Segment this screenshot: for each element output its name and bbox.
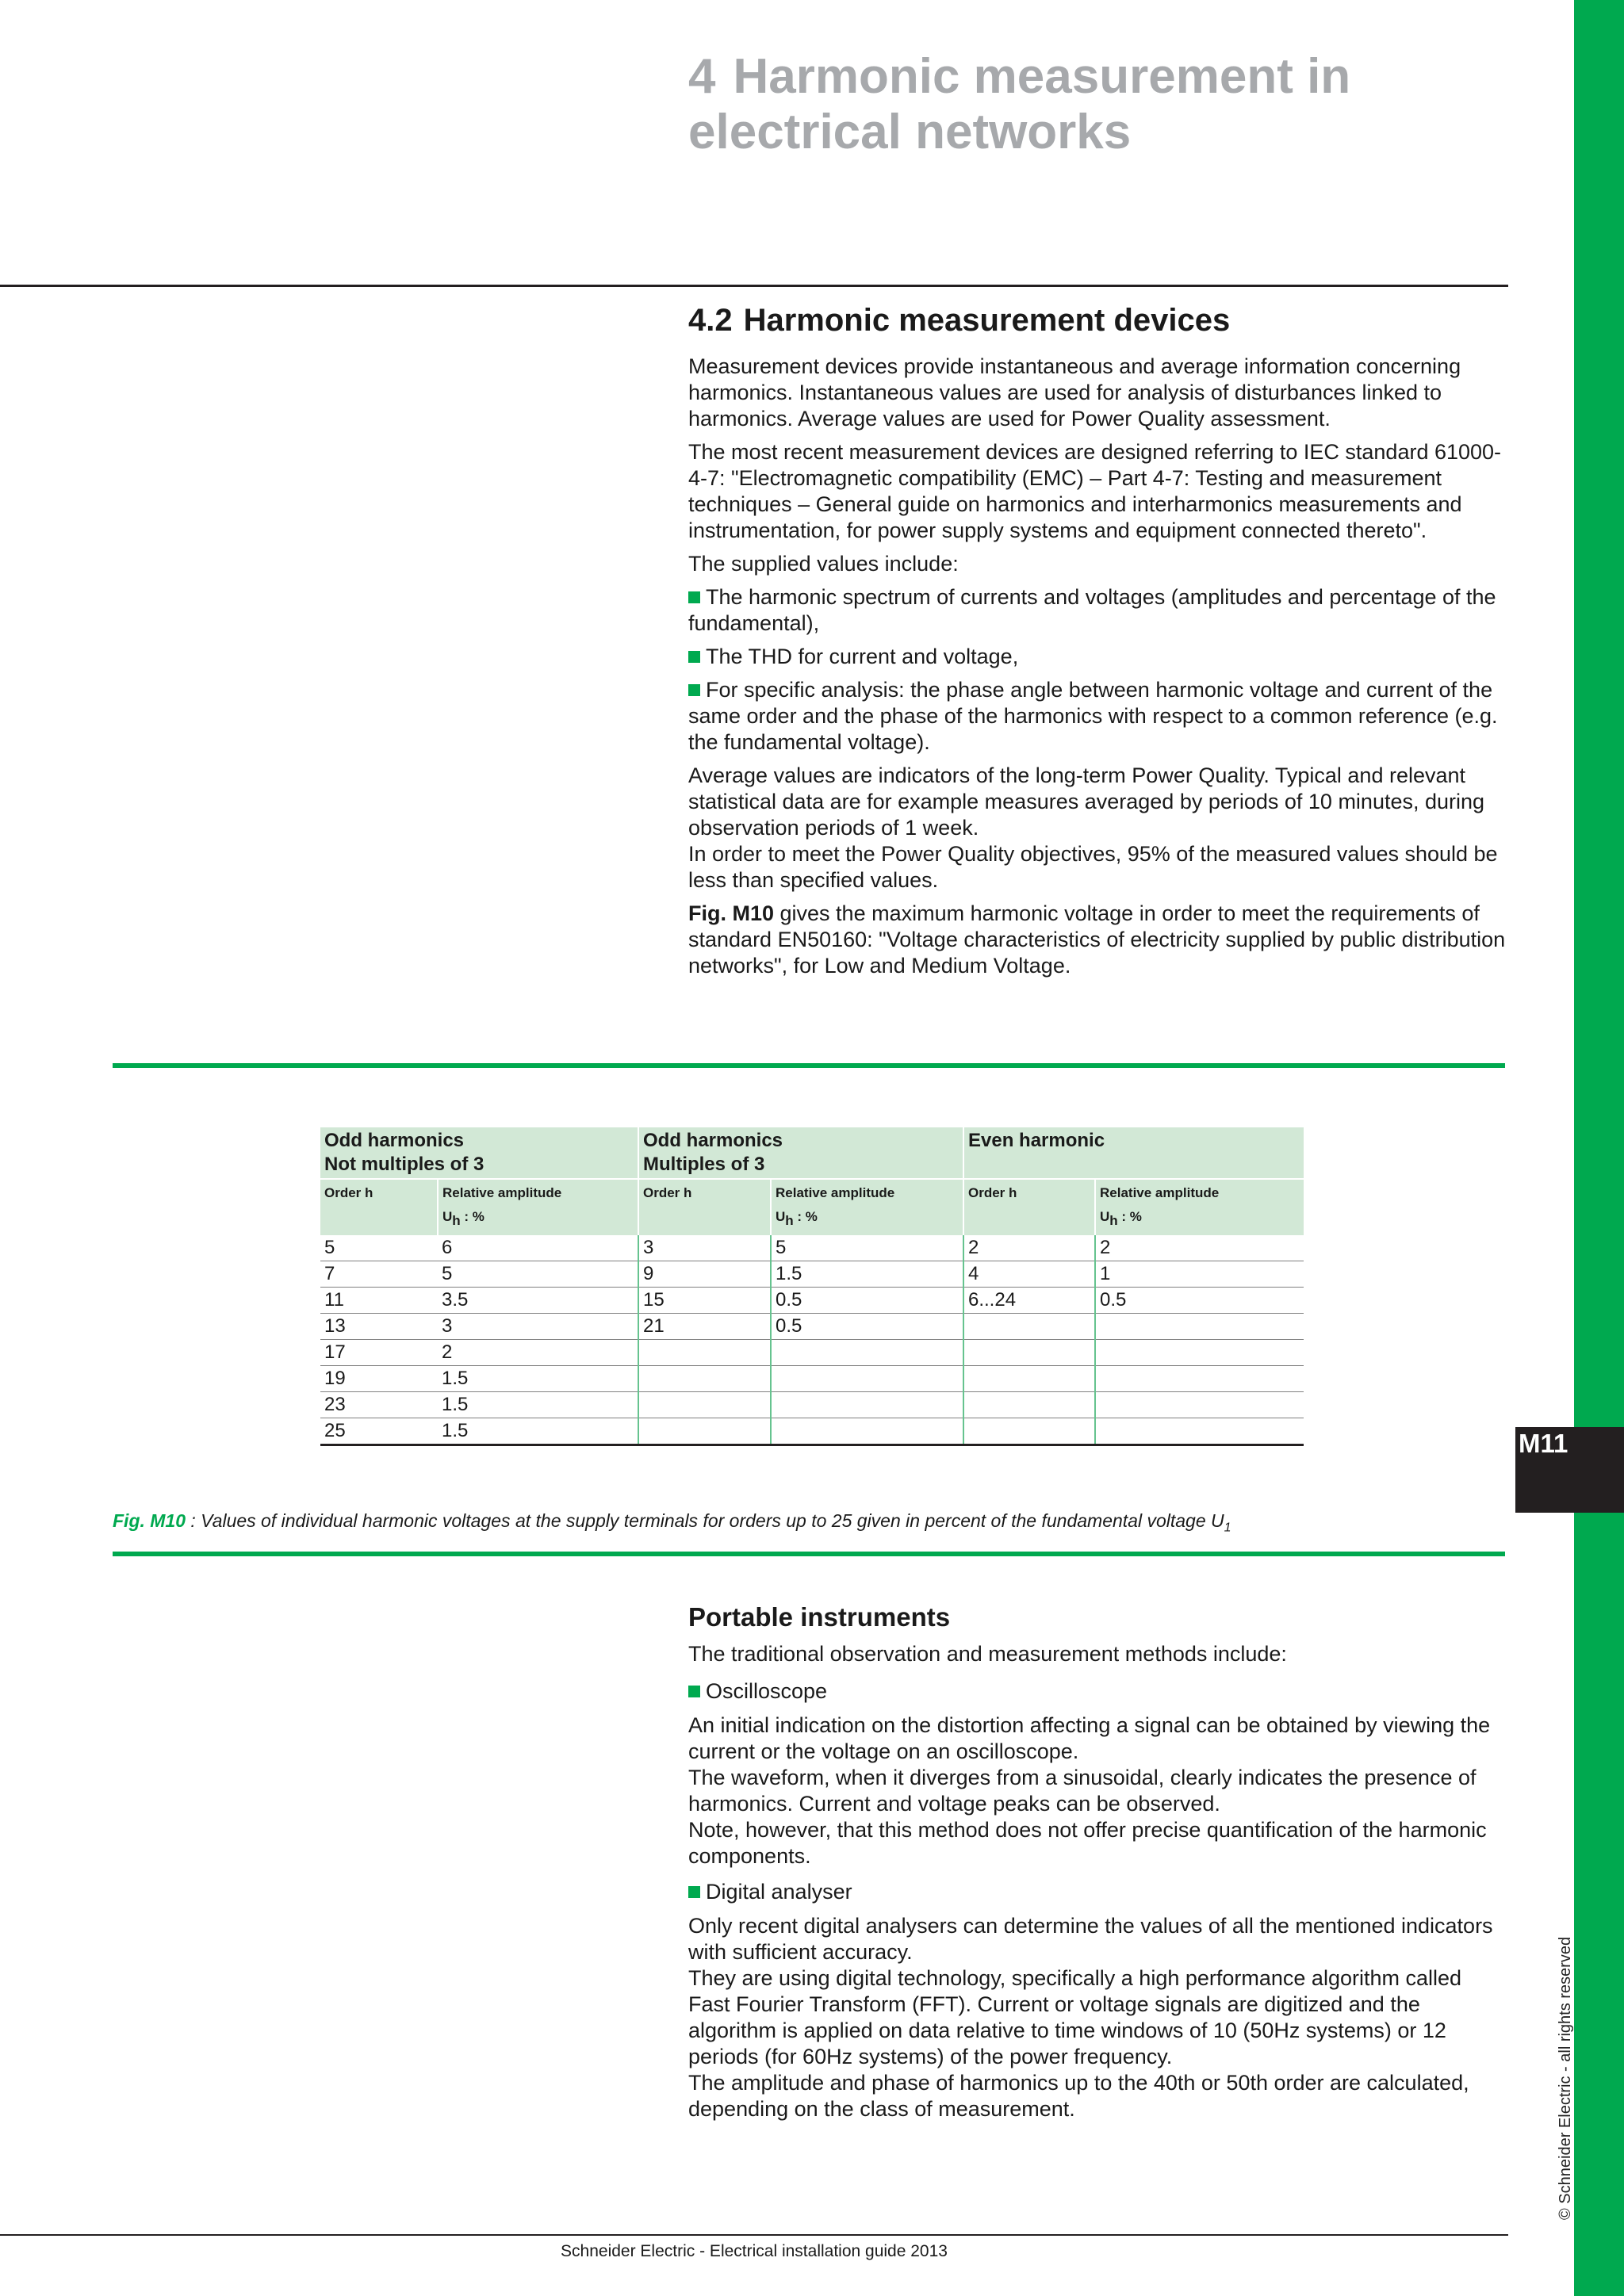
table-row [320,1418,1304,1445]
table-cell: 3 [438,1314,638,1340]
table-row [320,1288,1304,1314]
chapter-title-line2: electrical networks [688,105,1132,159]
harmonics-table [320,1127,1304,1446]
table-cell: 23 [320,1392,438,1418]
table-cell: 2 [438,1340,638,1366]
paragraph: The waveform, when it diverges from a sinusoidal, clearly indicates the presence of harmonics. Current and voltage peaks can be observed. [688,1766,1477,1816]
table-cell [638,1340,771,1366]
paragraph: An initial indication on the distortion affecting a signal can be obtained by viewing the current or the voltage on an oscilloscope. [688,1713,1491,1763]
table-cell [1095,1392,1304,1418]
table-cell: 1.5 [438,1418,638,1445]
table-cell [638,1392,771,1418]
chapter-title [688,49,1481,160]
group-header: Odd harmonics Multiples of 3 [638,1127,963,1179]
table-cell [638,1366,771,1392]
table-cell: 9 [638,1261,771,1288]
section-title-text: Harmonic measurement devices [743,303,1231,338]
column-header-amplitude: Relative amplitude Uh : % [1095,1179,1304,1235]
table-cell [963,1418,1095,1445]
bullet-item: The THD for current and voltage, [688,644,1509,670]
bullet-item: The harmonic spectrum of currents and voltages (amplitudes and percentage of the fundamental), [688,585,1496,635]
table-cell [1095,1418,1304,1445]
table-cell [1095,1340,1304,1366]
figure-caption [113,1510,1508,1536]
bullet-item: For specific analysis: the phase angle between harmonic voltage and current of the same order and the phase of the harmonics with respect to a common reference (e.g. the fundamental voltage). [688,678,1498,754]
page-footer: Schneider Electric - Electrical installation guide 2013 [561,2242,948,2260]
table-cell [963,1366,1095,1392]
figure-top-rule [113,1063,1505,1068]
table-cell: 25 [320,1418,438,1445]
square-bullet-icon [688,684,700,696]
table-cell: 19 [320,1366,438,1392]
table-row [320,1314,1304,1340]
table-cell [963,1340,1095,1366]
paragraph: Measurement devices provide instantaneous and average information concerning harmonics. Instantaneous values are used for analysis of disturbances linked to harmonics. Average values are used for Power Quality assessment. [688,354,1461,430]
table-cell: 3 [638,1235,771,1261]
table-cell: 1.5 [771,1261,963,1288]
portable-section [688,1601,1509,2122]
table-row [320,1235,1304,1261]
paragraph: Average values are indicators of the long-term Power Quality. Typical and relevant statistical data are for example measures averaged by periods of 10 minutes, during observation periods of 1 week. [688,763,1485,840]
section-body [688,301,1509,986]
table-cell: 15 [638,1288,771,1314]
table-cell: 6...24 [963,1288,1095,1314]
column-header-amplitude: Relative amplitude Uh : % [438,1179,638,1235]
caption-subscript: 1 [1224,1521,1231,1535]
table-cell [771,1392,963,1418]
figure-ref: Fig. M10 [688,901,775,925]
paragraph: Only recent digital analysers can determine the values of all the mentioned indicators with sufficient accuracy. [688,1914,1493,1964]
table-cell: 13 [320,1314,438,1340]
table-cell [963,1314,1095,1340]
table-cell: 5 [438,1261,638,1288]
chapter-number: 4 [688,49,716,104]
bullet-item: Oscilloscope [688,1678,1509,1705]
caption-figure-label: Fig. M10 [113,1510,186,1531]
table-cell: 2 [963,1235,1095,1261]
column-header-order: Order h [963,1179,1095,1235]
figure-bottom-rule [113,1552,1505,1556]
paragraph: The amplitude and phase of harmonics up to the 40th or 50th order are calculated, depending on the class of measurement. [688,2071,1469,2121]
square-bullet-icon [688,1886,700,1898]
table-cell: 3.5 [438,1288,638,1314]
table-cell: 17 [320,1340,438,1366]
table-cell: 6 [438,1235,638,1261]
table-cell [963,1392,1095,1418]
square-bullet-icon [688,1686,700,1697]
top-divider [0,285,1508,287]
section-number: 4.2 [688,303,733,338]
table-cell: 1.5 [438,1392,638,1418]
chapter-title-line1: Harmonic measurement in [733,49,1351,104]
footer-rule [0,2234,1508,2236]
table-cell: 5 [771,1235,963,1261]
page-tab: M11 [1515,1427,1624,1513]
table-row [320,1340,1304,1366]
table-cell [771,1340,963,1366]
table-cell: 7 [320,1261,438,1288]
table-cell: 4 [963,1261,1095,1288]
table-cell: 2 [1095,1235,1304,1261]
table-cell [1095,1366,1304,1392]
column-header-amplitude: Relative amplitude Uh : % [771,1179,963,1235]
square-bullet-icon [688,591,700,603]
paragraph: Fig. M10 gives the maximum harmonic voltage in order to meet the requirements of standard EN50160: "Voltage characteristics of electricity supplied by public distribution networks", for Low and Medium Voltage. [688,901,1506,978]
table-cell: 21 [638,1314,771,1340]
side-green-bar [1574,0,1624,2296]
caption-text: : Values of individual harmonic voltages at the supply terminals for orders up to 25 given in percent of the fundamental voltage U [186,1510,1224,1531]
copyright-notice: © Schneider Electric - all rights reserved [1557,1936,1574,2220]
paragraph: Note, however, that this method does not offer precise quantification of the harmonic components. [688,1818,1487,1868]
paragraph: The traditional observation and measurement methods include: [688,1642,1287,1666]
bullet-item: Digital analyser [688,1879,1509,1905]
portable-title: Portable instruments [688,1602,951,1632]
table-row [320,1366,1304,1392]
table-cell [638,1418,771,1445]
square-bullet-icon [688,651,700,663]
table-row [320,1261,1304,1288]
table-cell: 1.5 [438,1366,638,1392]
table-cell: 0.5 [771,1314,963,1340]
table-cell: 0.5 [771,1288,963,1314]
paragraph: The most recent measurement devices are designed referring to IEC standard 61000-4-7: "Electromagnetic compatibility (EMC) – Part 4-7: Testing and measurement techniques – General guide on harmonics and interharmonics measurements and instrumentation, for power supply systems and equipment connected thereto". [688,440,1502,542]
table-row [320,1392,1304,1418]
table-cell: 0.5 [1095,1288,1304,1314]
table-cell [771,1366,963,1392]
group-header: Odd harmonics Not multiples of 3 [320,1127,638,1179]
table-cell: 5 [320,1235,438,1261]
section-title [688,301,1509,339]
table-cell: 11 [320,1288,438,1314]
column-header-order: Order h [638,1179,771,1235]
table-cell [771,1418,963,1445]
table-cell: 1 [1095,1261,1304,1288]
paragraph: They are using digital technology, specifically a high performance algorithm called Fast Fourier Transform (FFT). Current or voltage signals are digitized and the algorithm is applied on data relative to time windows of 10 (50Hz systems) or 12 periods (for 60Hz systems) of the power frequency. [688,1966,1462,2068]
table-cell [1095,1314,1304,1340]
paragraph: In order to meet the Power Quality objectives, 95% of the measured values should be less than specified values. [688,842,1498,892]
group-header: Even harmonic [963,1127,1304,1179]
paragraph: The supplied values include: [688,552,959,576]
column-header-order: Order h [320,1179,438,1235]
